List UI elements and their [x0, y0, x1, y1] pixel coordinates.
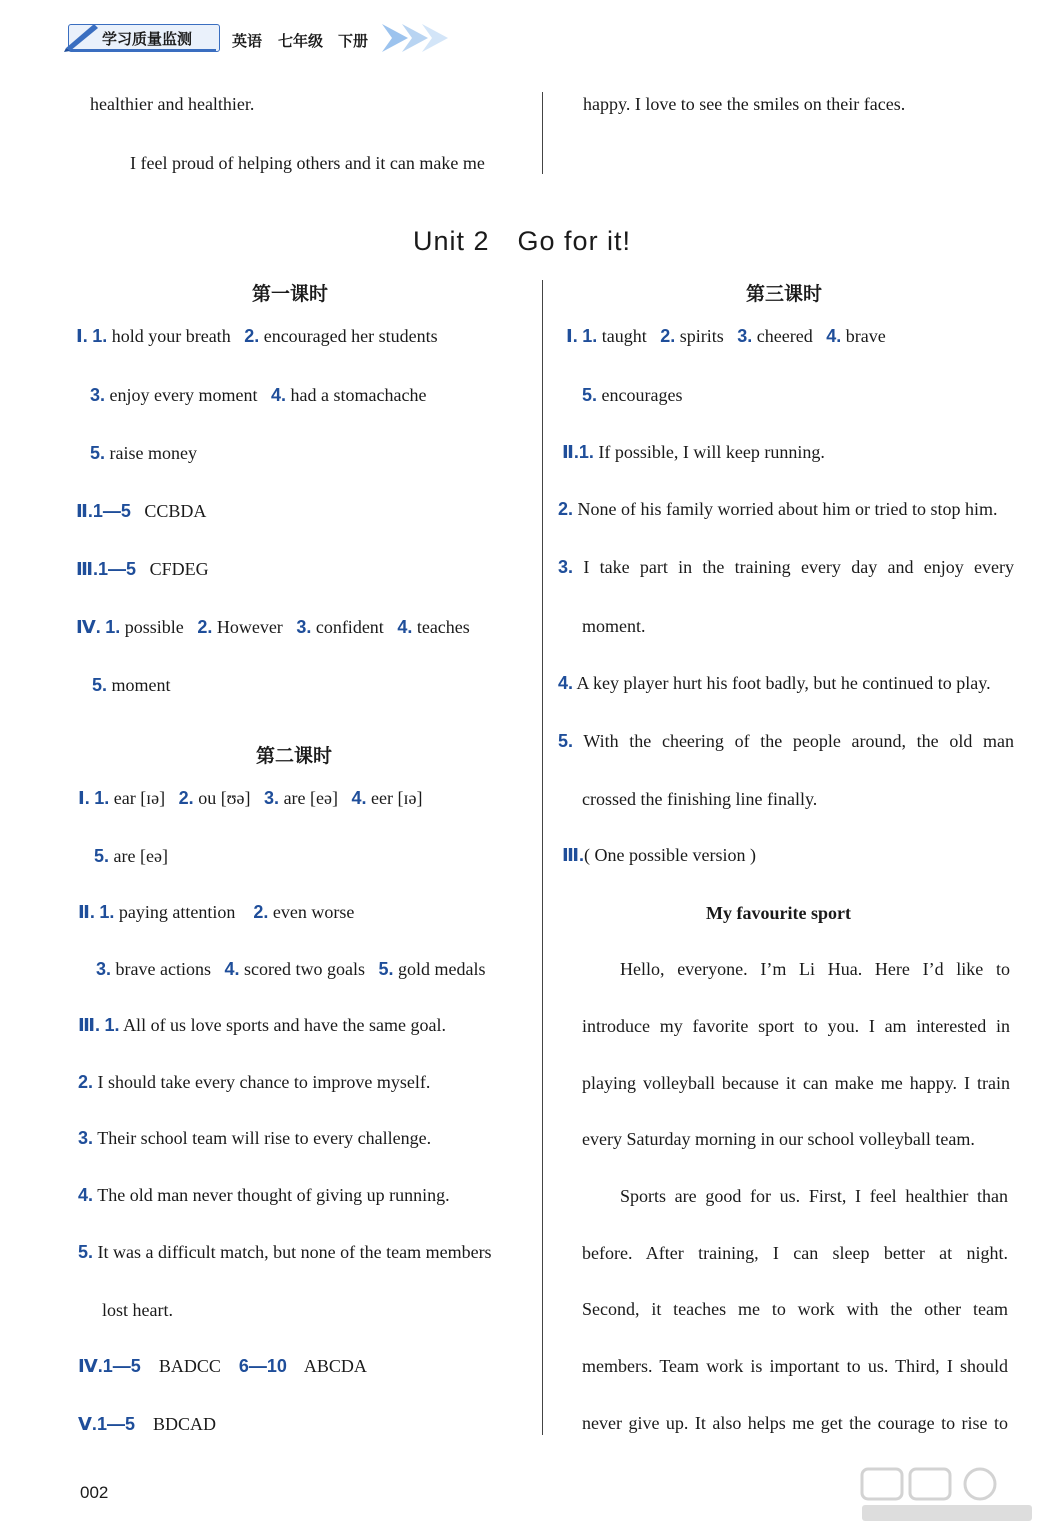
lesson2-s3-row3: [78, 1128, 431, 1149]
item-num: 5.: [582, 385, 598, 405]
answer-text: The old man never thought of giving up running.: [97, 1185, 450, 1205]
section-mark: Ⅰ.: [78, 788, 90, 808]
lesson2-s1-row1: [78, 788, 422, 809]
answer-text: gold medals: [398, 959, 486, 979]
section-mark: Ⅲ.: [562, 845, 585, 865]
lesson2-s2-row2: [96, 959, 486, 980]
answer-text: possible: [124, 617, 184, 637]
answer-text: CCBDA: [144, 501, 207, 521]
item-num: 1.: [99, 902, 115, 922]
item-num: 1.: [578, 442, 594, 462]
lesson1-s1-row2: [90, 385, 426, 406]
lesson3-s2-row2: [558, 499, 997, 520]
item-range: 6—10: [238, 1356, 287, 1376]
page-number: 002: [80, 1483, 109, 1502]
watermark-icon: [858, 1465, 1038, 1525]
answer-text: I should take every chance to improve myself.: [97, 1072, 431, 1092]
item-num: 3.: [558, 557, 574, 577]
answer-text: Their school team will rise to every challenge.: [97, 1128, 432, 1148]
lesson3-s1-row1: [566, 326, 886, 347]
answer-text: taught: [601, 326, 647, 346]
top-left-line1: healthier and healthier.: [90, 94, 255, 114]
essay-title: My favourite sport: [706, 903, 851, 923]
answer-text: teaches: [416, 617, 470, 637]
answer-text: are [eə]: [283, 788, 339, 808]
lesson3-title: 第三课时: [746, 283, 823, 305]
item-range: 1—5: [92, 501, 131, 521]
answer-text: even worse: [272, 902, 355, 922]
answer-text: had a stomachache: [290, 385, 427, 405]
answer-text: hold your breath: [111, 326, 231, 346]
item-num: 1.: [92, 326, 108, 346]
top-left-line2: I feel proud of helping others and it can make me: [130, 153, 485, 173]
chevron-arrows-icon: [380, 20, 460, 56]
item-num: 2.: [178, 788, 194, 808]
answer-text: enjoy every moment: [109, 385, 258, 405]
lesson1-s1-row3: [90, 443, 197, 464]
item-range: 1—5: [98, 559, 137, 579]
item-range: 1—5: [96, 1414, 135, 1434]
lesson2-s3-row6: lost heart.: [102, 1300, 173, 1320]
essay-line: never give up. It also helps me get the courage to rise to: [582, 1413, 1008, 1433]
essay-line: every Saturday morning in our school volleyball team.: [582, 1129, 975, 1149]
answer-text: It was a difficult match, but none of the team members: [97, 1242, 492, 1262]
section-mark: Ⅱ.: [78, 902, 95, 922]
grade-label: 七年级: [278, 32, 324, 50]
lesson2-s2-row1: [78, 902, 354, 923]
lesson3-s1-row2: [582, 385, 682, 406]
answer-text: are [eə]: [113, 846, 168, 866]
section-mark: Ⅲ.: [78, 1015, 101, 1035]
unit-title: Unit 2 Go for it!: [413, 226, 632, 256]
item-num: 3.: [737, 326, 753, 346]
item-num: 4.: [224, 959, 240, 979]
answer-text: brave: [845, 326, 886, 346]
pen-icon: [62, 18, 102, 52]
item-num: 5.: [90, 443, 106, 463]
answer-note: ( One possible version ): [584, 845, 756, 865]
top-divider: [542, 92, 543, 174]
item-num: 4.: [558, 673, 574, 693]
item-num: 5.: [92, 675, 108, 695]
section-mark: Ⅴ.: [78, 1414, 97, 1434]
lesson1-s2: [76, 501, 206, 522]
answer-text: BDCAD: [152, 1414, 216, 1434]
section-mark: Ⅱ.: [76, 501, 93, 521]
lesson3-s2-row3: [558, 557, 1014, 578]
section-mark: Ⅳ.: [78, 1356, 103, 1376]
item-num: 2.: [660, 326, 676, 346]
item-num: 3.: [90, 385, 106, 405]
lesson1-s4-row2: [92, 675, 171, 696]
watermark-logo: [858, 1465, 1038, 1525]
answer-text: cheered: [756, 326, 813, 346]
answer-text: scored two goals: [244, 959, 365, 979]
answer-text: paying attention: [118, 902, 236, 922]
essay-line: playing volleyball because it can make me happy. I train: [582, 1073, 1010, 1093]
item-num: 4.: [397, 617, 413, 637]
lesson1-s1-row1: [76, 326, 438, 347]
column-divider: [542, 280, 543, 1435]
answer-text: eer [ɪə]: [371, 788, 423, 808]
answer-text: moment: [111, 675, 171, 695]
lesson2-s3-row1: [78, 1015, 446, 1036]
item-num: 5.: [378, 959, 394, 979]
volume-label: 下册: [338, 32, 369, 50]
essay-line: Hello, everyone. I’m Li Hua. Here I’d like to: [620, 959, 1010, 979]
section-mark: Ⅰ.: [566, 326, 578, 346]
top-right-line1: happy. I love to see the smiles on their faces.: [583, 94, 906, 114]
answer-text: With the cheering of the people around, the old man: [583, 731, 1014, 751]
item-num: 1.: [105, 617, 121, 637]
answer-text: All of us love sports and have the same goal.: [123, 1015, 446, 1035]
item-num: 1.: [582, 326, 598, 346]
item-num: 2.: [253, 902, 269, 922]
answer-text: However: [216, 617, 283, 637]
answer-text: confident: [315, 617, 384, 637]
answer-text: encourages: [601, 385, 683, 405]
essay-line: Sports are good for us. First, I feel healthier than: [620, 1186, 1008, 1206]
section-mark: Ⅱ.: [562, 442, 579, 462]
section-mark: Ⅲ.: [76, 559, 99, 579]
lesson1-title: 第一课时: [252, 283, 329, 305]
lesson2-title: 第二课时: [256, 745, 333, 767]
item-num: 4.: [826, 326, 842, 346]
item-num: 3.: [78, 1128, 94, 1148]
answer-text: encouraged her students: [263, 326, 438, 346]
item-num: 4.: [270, 385, 286, 405]
answer-text: ear [ɪə]: [113, 788, 166, 808]
answer-text: If possible, I will keep running.: [598, 442, 825, 462]
item-num: 2.: [78, 1072, 94, 1092]
lesson3-s3: [562, 845, 756, 866]
lesson2-s3-row4: [78, 1185, 450, 1206]
subject-label: 英语: [232, 32, 263, 50]
item-num: 3.: [264, 788, 280, 808]
lesson2-s1-row2: [94, 846, 168, 867]
answer-text: brave actions: [115, 959, 211, 979]
item-num: 1.: [94, 788, 110, 808]
item-num: 5.: [78, 1242, 94, 1262]
answer-text: BADCC: [158, 1356, 221, 1376]
item-range: 1—5: [102, 1356, 141, 1376]
item-num: 5.: [558, 731, 574, 751]
lesson2-s4: [78, 1356, 367, 1377]
essay-line: Second, it teaches me to work with the other team: [582, 1299, 1008, 1319]
answer-text: ABCDA: [303, 1356, 367, 1376]
lesson2-s3-row5: [78, 1242, 492, 1263]
item-num: 1.: [104, 1015, 120, 1035]
essay-line: before. After training, I can sleep better at night.: [582, 1243, 1008, 1263]
lesson1-s3: [76, 559, 209, 580]
answer-text: spirits: [679, 326, 724, 346]
item-num: 2.: [244, 326, 260, 346]
lesson2-s5: [78, 1414, 216, 1435]
essay-line: introduce my favorite sport to you. I am interested in: [582, 1016, 1010, 1036]
answer-text: ou [ʊə]: [198, 788, 251, 808]
item-num: 4.: [351, 788, 367, 808]
answer-text: CFDEG: [149, 559, 209, 579]
lesson3-s2-row5: [558, 673, 991, 694]
answer-text: I take part in the training every day and enjoy every: [583, 557, 1015, 577]
item-num: 3.: [296, 617, 312, 637]
lesson3-s2-row4: moment.: [582, 616, 646, 636]
item-num: 2.: [197, 617, 213, 637]
lesson1-s4-row1: [76, 617, 470, 638]
book-title: 学习质量监测: [102, 30, 193, 48]
lesson2-s3-row2: [78, 1072, 430, 1093]
item-num: 3.: [96, 959, 112, 979]
lesson3-s2-row1: [562, 442, 825, 463]
section-mark: Ⅰ.: [76, 326, 88, 346]
item-num: 5.: [94, 846, 110, 866]
answer-text: raise money: [109, 443, 197, 463]
lesson3-s2-row7: crossed the finishing line finally.: [582, 789, 818, 809]
section-mark: Ⅳ.: [76, 617, 101, 637]
item-num: 4.: [78, 1185, 94, 1205]
answer-text: A key player hurt his foot badly, but he continued to play.: [576, 673, 991, 693]
answer-text: None of his family worried about him or tried to stop him.: [577, 499, 998, 519]
lesson3-s2-row6: [558, 731, 1014, 752]
essay-line: members. Team work is important to us. Third, I should: [582, 1356, 1008, 1376]
item-num: 2.: [558, 499, 574, 519]
